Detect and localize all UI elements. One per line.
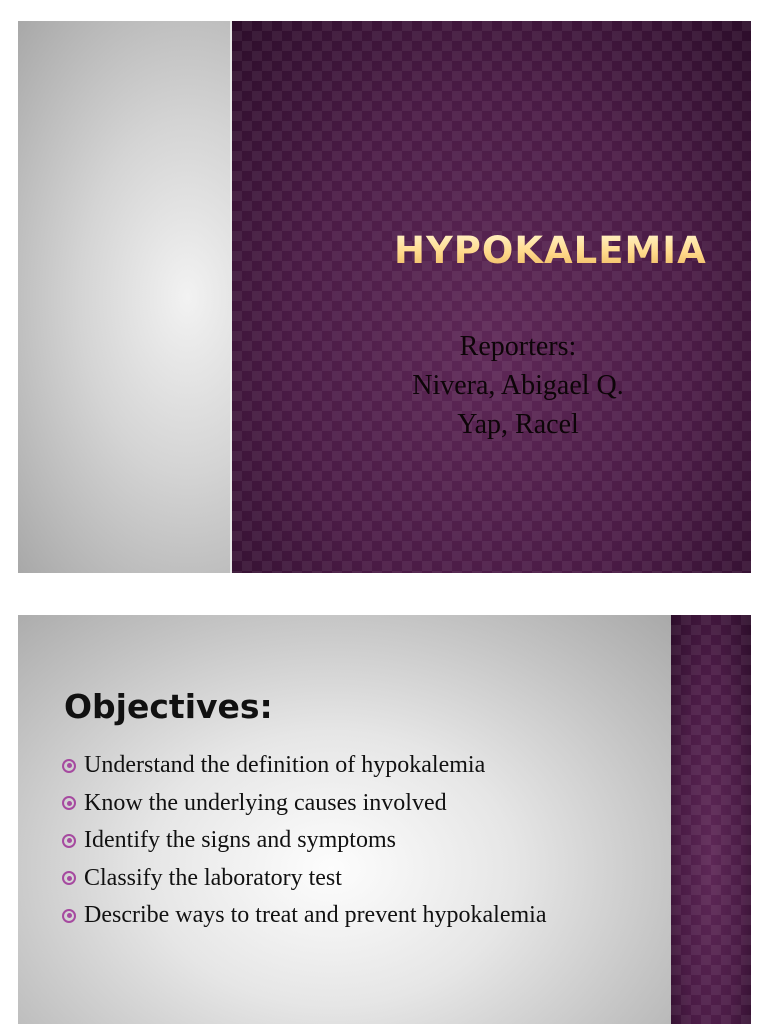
objectives-slide <box>18 615 751 1024</box>
purple-diamond-pattern-strip <box>671 615 751 1024</box>
list-item <box>62 822 547 860</box>
objectives-list <box>62 747 547 935</box>
objective-text: Classify the laboratory test <box>84 864 342 891</box>
list-item <box>62 860 547 898</box>
circle-bullet-icon <box>62 871 76 885</box>
list-item <box>62 785 547 823</box>
circle-bullet-icon <box>62 759 76 773</box>
circle-bullet-icon <box>62 834 76 848</box>
objective-text: Identify the signs and symptoms <box>84 827 396 854</box>
title-slide <box>18 21 751 573</box>
reporter-name: Nivera, Abigael Q. <box>412 370 624 401</box>
reporters-block <box>348 327 688 444</box>
gray-gradient-panel <box>18 21 230 573</box>
objective-text: Know the underlying causes involved <box>84 789 447 816</box>
reporter-name: Yap, Racel <box>457 409 579 440</box>
purple-diamond-pattern-panel <box>232 21 751 573</box>
circle-bullet-icon <box>62 909 76 923</box>
reporters-heading: Reporters: <box>459 331 577 362</box>
objective-text: Understand the definition of hypokalemia <box>84 752 486 779</box>
objective-text: Describe ways to treat and prevent hypokalemia <box>84 902 547 929</box>
list-item <box>62 747 547 785</box>
circle-bullet-icon <box>62 796 76 810</box>
list-item <box>62 897 547 935</box>
objectives-title: Objectives: <box>64 687 273 726</box>
slide-title: HYPOKALEMIA <box>394 229 707 272</box>
